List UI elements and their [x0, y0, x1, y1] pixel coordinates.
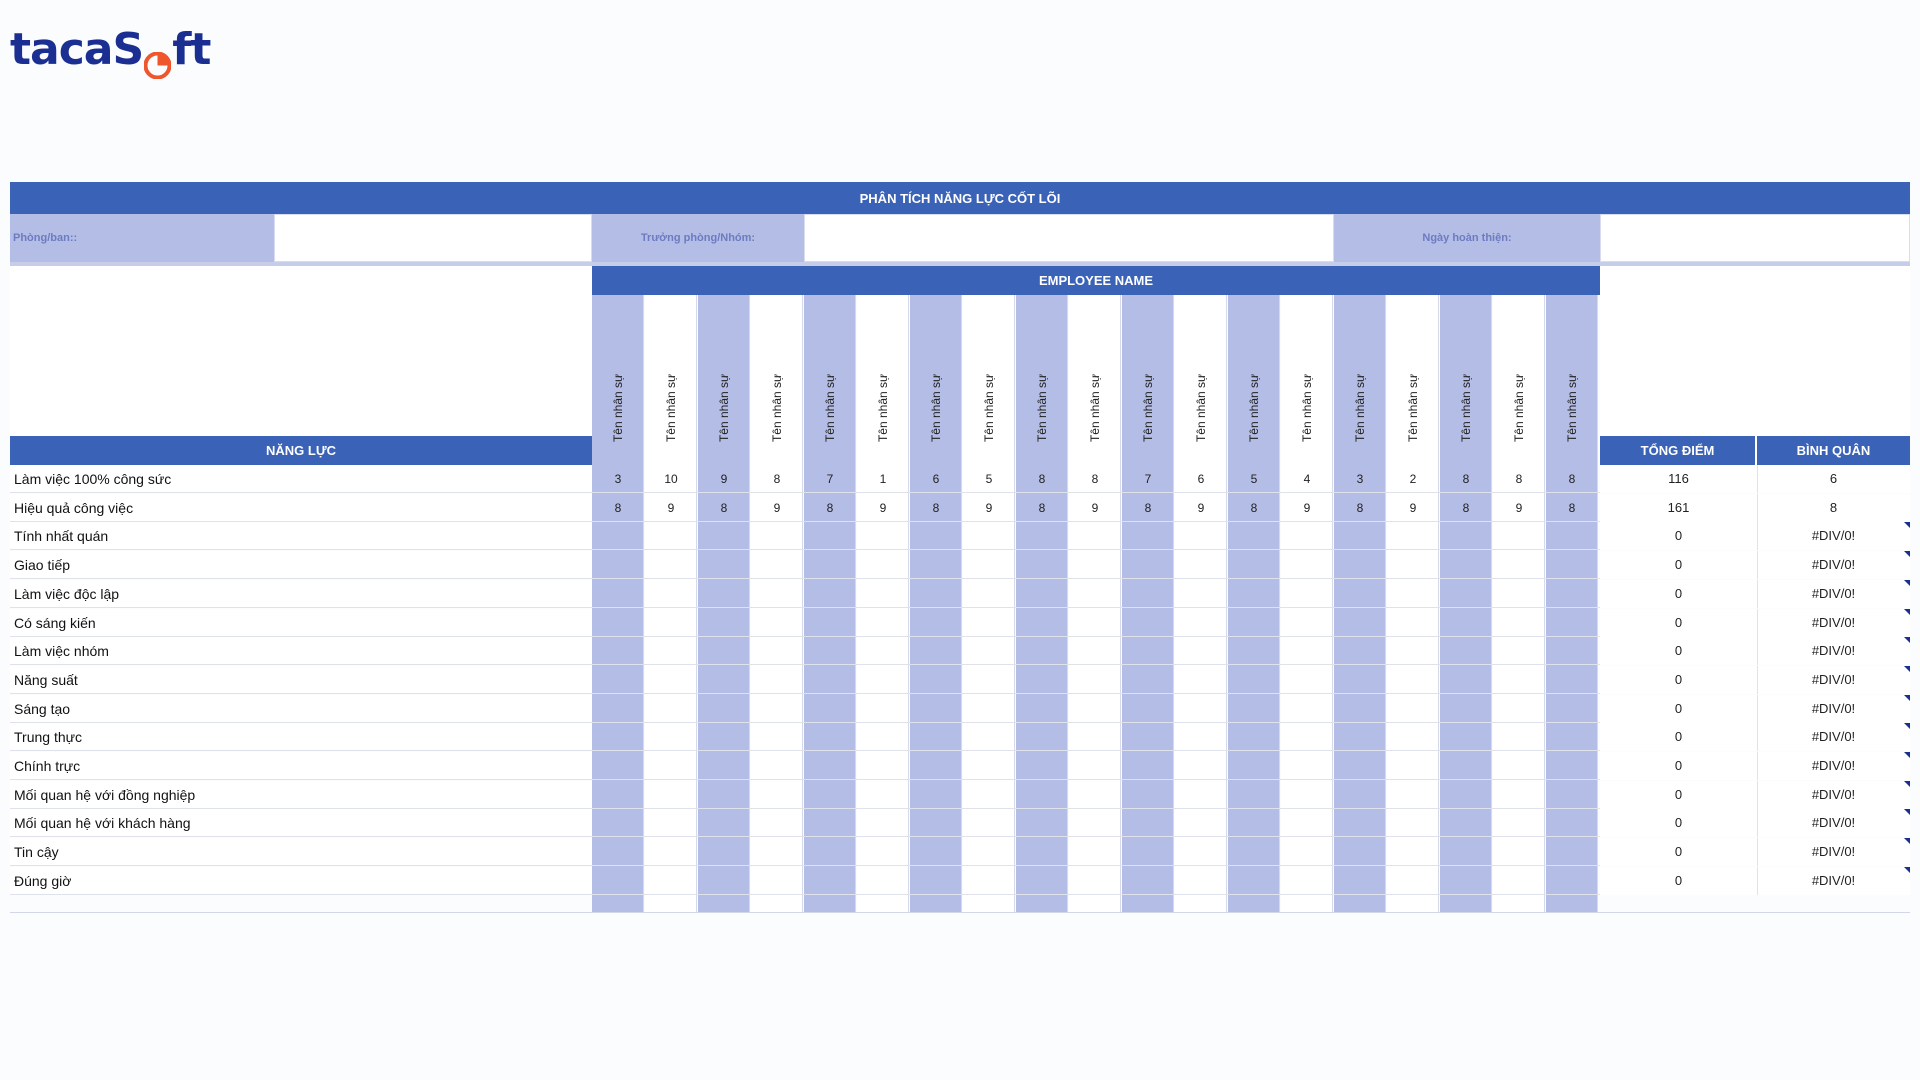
row-label-cell[interactable]	[10, 752, 592, 780]
total-cell[interactable]: 161	[1600, 494, 1758, 522]
employee-name-label: Tên nhân sự	[1300, 373, 1314, 443]
score-cell[interactable]: 7	[826, 472, 834, 486]
sheet-title: PHÂN TÍCH NĂNG LỰC CỐT LÕI	[10, 182, 1910, 214]
score-cell[interactable]: 8	[1568, 472, 1576, 486]
average-cell[interactable]: #DIV/0!	[1811, 700, 1856, 716]
competency-label: Chính trực	[14, 758, 81, 774]
employee-name-header-cell[interactable]	[963, 295, 1015, 465]
total-header: TỔNG ĐIỂM	[1600, 436, 1755, 465]
score-cell[interactable]: 6	[1197, 472, 1205, 486]
score-cell[interactable]: 4	[1303, 472, 1311, 486]
employee-name-label: Tên nhân sự	[611, 373, 625, 443]
score-cell[interactable]: 3	[614, 472, 622, 486]
total-cell[interactable]: 0	[1600, 838, 1758, 866]
average-cell[interactable]: #DIV/0!	[1811, 528, 1856, 544]
score-cell[interactable]: 1	[879, 472, 887, 486]
competency-label: Sáng tạo	[14, 700, 71, 717]
employee-name-label: Tên nhân sự	[1141, 373, 1155, 443]
score-cell[interactable]: 8	[826, 500, 834, 515]
table-row	[10, 695, 1910, 723]
total-cell[interactable]: 0	[1600, 580, 1758, 608]
total-cell[interactable]: 0	[1600, 522, 1758, 550]
employee-name-header-cell[interactable]	[645, 295, 697, 465]
error-indicator-icon	[1904, 809, 1910, 815]
employee-name-label: Tên nhân sự	[1035, 373, 1049, 443]
average-cell[interactable]: #DIV/0!	[1811, 585, 1856, 601]
row-label-cell[interactable]	[10, 695, 592, 723]
employee-name-label: Tên nhân sự	[1353, 373, 1367, 443]
score-cell[interactable]: 2	[1409, 472, 1417, 486]
score-cell[interactable]: 6	[932, 472, 940, 486]
average-cell[interactable]: 8	[1829, 499, 1838, 515]
average-cell[interactable]: #DIV/0!	[1811, 557, 1856, 573]
average-cell[interactable]: 6	[1829, 471, 1838, 486]
employee-name-header-cell[interactable]	[910, 295, 962, 465]
competency-label: Tính nhất quán	[14, 528, 109, 545]
total-cell[interactable]: 116	[1600, 465, 1758, 493]
row-label-cell[interactable]	[10, 838, 592, 866]
total-cell[interactable]: 0	[1600, 781, 1758, 809]
error-indicator-icon	[1904, 838, 1910, 844]
table-row	[10, 465, 1910, 493]
score-cell[interactable]: 10	[664, 472, 678, 486]
competency-label: Mối quan hệ với khách hàng	[14, 815, 191, 832]
employee-name-label: Tên nhân sự	[664, 373, 678, 443]
competency-label: Giao tiếp	[14, 557, 71, 574]
employee-name-label: Tên nhân sự	[1565, 373, 1579, 443]
row-label-cell[interactable]	[10, 551, 592, 579]
competency-label: Đúng giờ	[14, 872, 72, 889]
dept-input[interactable]	[274, 214, 592, 262]
competency-label: Hiệu quả công việc	[14, 499, 134, 516]
employee-name-label: Tên nhân sự	[823, 373, 837, 443]
score-cell[interactable]: 9	[1515, 500, 1523, 515]
employee-name-header-cell[interactable]	[804, 295, 856, 465]
employee-name-header-cell[interactable]	[1546, 295, 1598, 465]
score-cell[interactable]: 9	[1091, 500, 1099, 515]
average-cell[interactable]: #DIV/0!	[1811, 758, 1856, 773]
total-cell[interactable]: 0	[1600, 609, 1758, 637]
competency-label: Làm việc 100% công sức	[14, 471, 172, 487]
total-cell[interactable]: 0	[1600, 666, 1758, 694]
row-label-cell[interactable]	[10, 666, 592, 694]
competency-sheet	[10, 182, 1910, 913]
score-cell[interactable]: 5	[1250, 472, 1258, 486]
date-input[interactable]	[1600, 214, 1910, 262]
competency-label: Năng suất	[14, 671, 78, 688]
employee-name-label: Tên nhân sự	[1088, 373, 1102, 443]
employee-name-header-cell[interactable]	[857, 295, 909, 465]
table-row	[10, 867, 1910, 895]
score-cell[interactable]: 7	[1144, 472, 1152, 486]
employee-name-label: Tên nhân sự	[1512, 373, 1526, 443]
lead-label: Trưởng phòng/Nhóm:	[592, 214, 804, 262]
competency-label: Tin cậy	[14, 844, 59, 861]
score-cell[interactable]: 8	[1250, 500, 1258, 515]
employee-name-header-cell[interactable]	[1387, 295, 1439, 465]
employee-name-label: Tên nhân sự	[770, 373, 784, 443]
table-row	[10, 666, 1910, 694]
table-row	[10, 522, 1910, 550]
row-label-cell[interactable]	[10, 867, 592, 895]
table-row	[10, 580, 1910, 608]
score-cell[interactable]: 9	[1409, 500, 1417, 515]
competency-label: Mối quan hệ với đồng nghiệp	[14, 786, 196, 803]
score-cell[interactable]: 8	[1515, 472, 1523, 486]
logo-text-s: S	[112, 23, 144, 75]
score-cell[interactable]: 9	[667, 500, 675, 515]
competency-header: NĂNG LỰC	[10, 436, 592, 465]
error-indicator-icon	[1904, 609, 1910, 615]
average-cell[interactable]: #DIV/0!	[1811, 872, 1856, 888]
score-cell[interactable]: 8	[1144, 500, 1152, 515]
score-cell[interactable]: 3	[1356, 472, 1364, 486]
error-indicator-icon	[1904, 781, 1910, 787]
score-cell[interactable]: 8	[1091, 472, 1099, 486]
score-cell[interactable]: 9	[1303, 500, 1311, 515]
total-cell[interactable]: 0	[1600, 809, 1758, 837]
employee-name-header-cell[interactable]	[1281, 295, 1333, 465]
employee-name-header-cell[interactable]	[1016, 295, 1068, 465]
logo-o-icon	[144, 39, 171, 66]
average-cell[interactable]: #DIV/0!	[1811, 614, 1856, 630]
score-cell[interactable]: 8	[1038, 500, 1046, 515]
table-row	[10, 551, 1910, 579]
score-cell[interactable]: 9	[773, 500, 781, 515]
score-cell[interactable]: 8	[1462, 500, 1470, 515]
competency-label: Làm việc nhóm	[14, 643, 109, 660]
employee-name-header-cell[interactable]	[1069, 295, 1121, 465]
logo-text-left: taca	[10, 23, 113, 75]
employee-name-label: Tên nhân sự	[1406, 373, 1420, 443]
average-cell[interactable]: #DIV/0!	[1811, 671, 1856, 687]
total-cell[interactable]: 0	[1600, 551, 1758, 579]
error-indicator-icon	[1904, 723, 1910, 729]
error-indicator-icon	[1904, 752, 1910, 758]
error-indicator-icon	[1904, 522, 1910, 528]
error-indicator-icon	[1904, 551, 1910, 557]
total-cell[interactable]: 0	[1600, 637, 1758, 665]
employee-name-label: Tên nhân sự	[982, 373, 996, 443]
error-indicator-icon	[1904, 666, 1910, 672]
row-label-cell[interactable]	[10, 723, 592, 751]
score-cell[interactable]: 9	[879, 500, 887, 515]
average-cell[interactable]: #DIV/0!	[1811, 729, 1856, 745]
score-cell[interactable]: 5	[985, 472, 993, 486]
employee-name-label: Tên nhân sự	[717, 373, 731, 443]
lead-input[interactable]	[804, 214, 1334, 262]
employee-name-label: Tên nhân sự	[929, 373, 943, 443]
score-cell[interactable]: 8	[1568, 500, 1576, 515]
total-cell[interactable]: 0	[1600, 723, 1758, 751]
table-row	[10, 838, 1910, 866]
employee-name-label: Tên nhân sự	[1247, 373, 1261, 443]
competency-label: Trung thực	[14, 729, 82, 746]
total-cell[interactable]: 0	[1600, 752, 1758, 780]
competency-label: Làm việc độc lập	[14, 585, 120, 602]
average-cell[interactable]: #DIV/0!	[1811, 844, 1856, 860]
error-indicator-icon	[1904, 637, 1910, 643]
logo-text-right: ft	[172, 23, 211, 75]
average-cell[interactable]: #DIV/0!	[1811, 786, 1856, 802]
average-cell[interactable]: #DIV/0!	[1811, 643, 1856, 659]
employee-name-header-cell[interactable]	[1122, 295, 1174, 465]
avg-header: BÌNH QUÂN	[1757, 436, 1910, 465]
score-cell[interactable]: 8	[932, 500, 940, 515]
competency-label: Có sáng kiến	[14, 614, 96, 631]
row-label-cell[interactable]	[10, 609, 592, 637]
score-cell[interactable]: 9	[720, 472, 728, 486]
table-row	[10, 609, 1910, 637]
score-cell[interactable]: 8	[720, 500, 728, 515]
table-row	[10, 637, 1910, 665]
employee-name-header-cell[interactable]	[1228, 295, 1280, 465]
table-row	[10, 781, 1910, 809]
score-cell[interactable]: 8	[773, 472, 781, 486]
average-cell[interactable]: #DIV/0!	[1811, 815, 1856, 831]
error-indicator-icon	[1904, 580, 1910, 586]
score-cell[interactable]: 8	[614, 500, 622, 515]
employee-name-header-cell[interactable]	[698, 295, 750, 465]
employee-name-header-cell[interactable]	[1440, 295, 1492, 465]
table-row	[10, 494, 1910, 522]
employee-name-label: Tên nhân sự	[1459, 373, 1473, 443]
tacasoft-logo	[10, 24, 210, 74]
total-cell[interactable]: 0	[1600, 695, 1758, 723]
employee-name-label: Tên nhân sự	[876, 373, 890, 443]
date-label: Ngày hoàn thiện:	[1334, 214, 1600, 262]
employee-name-header-cell[interactable]	[1493, 295, 1545, 465]
score-cell[interactable]: 8	[1356, 500, 1364, 515]
score-cell[interactable]: 8	[1038, 472, 1046, 486]
employee-name-label: Tên nhân sự	[1194, 373, 1208, 443]
total-cell[interactable]: 0	[1600, 867, 1758, 895]
employee-name-header-cell[interactable]	[592, 295, 644, 465]
error-indicator-icon	[1904, 867, 1910, 873]
table-row	[10, 752, 1910, 780]
dept-label: Phòng/ban::	[10, 214, 274, 262]
table-row	[10, 723, 1910, 751]
score-cell[interactable]: 9	[1197, 500, 1205, 515]
error-indicator-icon	[1904, 695, 1910, 701]
table-row	[10, 809, 1910, 837]
employee-name-header-cell[interactable]	[1334, 295, 1386, 465]
score-cell[interactable]: 9	[985, 500, 993, 515]
employee-name-header-cell[interactable]	[1175, 295, 1227, 465]
employee-name-header-cell[interactable]	[751, 295, 803, 465]
score-cell[interactable]: 8	[1462, 472, 1470, 486]
employee-name-header: EMPLOYEE NAME	[592, 266, 1600, 295]
